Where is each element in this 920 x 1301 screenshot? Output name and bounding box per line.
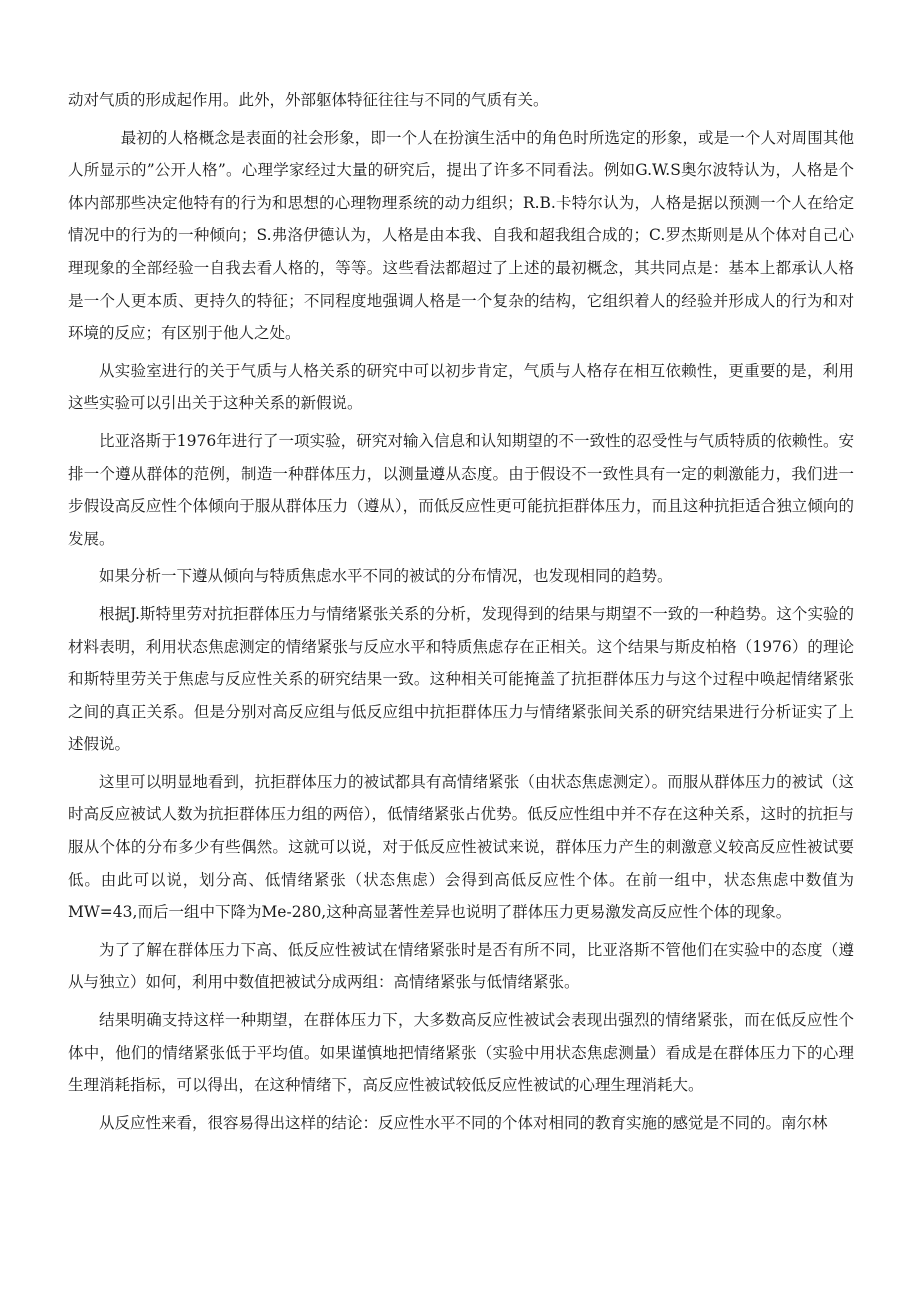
paragraph-conformity-trend: 如果分析一下遵从倾向与特质焦虑水平不同的被试的分布情况，也发现相同的趋势。 bbox=[99, 567, 673, 586]
paragraph-personality-concept: 最初的人格概念是表面的社会形象，即一个人在扮演生活中的角色时所选定的形象，或是一个人对周围其他人所显示的”公开人格”。心理学家经过大量的研究后，提出了许多不同看法。例如G.W.S奥尔波特认为，人格是个体内部那些决定他特有的行为和思想的心理物理系统的动力组织；R.B.卡特尔认为，人格是据以预测一个人在给定情况中的行为的一种倾向；S.弗洛伊德认为，人格是由本我、自我和超我组合成的；C.罗杰斯则是从个体对自己心理现象的全部经验一自我去看人格的，等等。这些看法都超过了上述的最初概念，其共同点是：基本上都承认人格是一个人更本质、更持久的特征；不同程度地强调人格是一个复杂的结构，它组织着人的经验并形成人的行为和对环境的反应；有区别于他人之处。 bbox=[68, 128, 854, 343]
document-body bbox=[68, 84, 854, 1144]
paragraph-reactivity-conclusion: 从反应性来看，很容易得出这样的结论：反应性水平不同的个体对相同的教育实施的感觉是不同的。南尔林 bbox=[99, 1113, 828, 1132]
paragraph-median-split: 为了了解在群体压力下高、低反应性被试在情绪紧张时是否有所不同，比亚洛斯不管他们在实验中的态度（遵从与独立）如何，利用中数值把被试分成两组：高情绪紧张与低情绪紧张。 bbox=[68, 940, 854, 992]
paragraph-continuation: 动对气质的形成起作用。此外，外部躯体特征往往与不同的气质有关。 bbox=[68, 91, 549, 109]
paragraph-lab-research: 从实验室进行的关于气质与人格关系的研究中可以初步肯定，气质与人格存在相互依赖性，更重要的是，利用这些实验可以引出关于这种关系的新假说。 bbox=[68, 361, 854, 413]
paragraph-resistance-tension: 这里可以明显地看到，抗拒群体压力的被试都具有高情绪紧张（由状态焦虑测定）。而服从群体压力的被试（这时高反应被试人数为抗拒群体压力组的两倍），低情绪紧张占优势。低反应性组中并不存在这种关系，这时的抗拒与服从个体的分布多少有些偶然。这就可以说，对于低反应性被试来说，群体压力产生的刺激意义较高反应性被试要低。由此可以说，划分高、低情绪紧张（状态焦虑）会得到高低反应性个体。在前一组中，状态焦虑中数值为MW=43,而后一组中下降为Me-280,这种高显著性差异也说明了群体压力更易激发高反应性个体的现象。 bbox=[68, 772, 854, 922]
paragraph-strelau-analysis: 根据J.斯特里劳对抗拒群体压力与情绪紧张关系的分析，发现得到的结果与期望不一致的一种趋势。这个实验的材料表明，利用状态焦虑测定的情绪紧张与反应水平和特质焦虑存在正相关。这个结果与斯皮柏格（1976）的理论和斯特里劳关于焦虑与反应性关系的研究结果一致。这种相关可能掩盖了抗拒群体压力与这个过程中唤起情绪紧张之间的真正关系。但是分别对高反应组与低反应组中抗拒群体压力与情绪紧张间关系的研究结果进行分析证实了上述假说。 bbox=[68, 604, 854, 754]
paragraph-bialos-experiment: 比亚洛斯于1976年进行了一项实验，研究对输入信息和认知期望的不一致性的忍受性与气质特质的依赖性。安排一个遵从群体的范例，制造一种群体压力，以测量遵从态度。由于假设不一致性具有一定的刺激能力，我们进一步假设高反应性个体倾向于服从群体压力（遵从），而低反应性更可能抗拒群体压力，而且这种抗拒适合独立倾向的发展。 bbox=[68, 431, 854, 548]
paragraph-results: 结果明确支持这样一种期望，在群体压力下，大多数高反应性被试会表现出强烈的情绪紧张，而在低反应性个体中，他们的情绪紧张低于平均值。如果谨慎地把情绪紧张（实验中用状态焦虑测量）看成是在群体压力下的心理生理消耗指标，可以得出，在这种情绪下，高反应性被试较低反应性被试的心理生理消耗大。 bbox=[68, 1011, 854, 1095]
